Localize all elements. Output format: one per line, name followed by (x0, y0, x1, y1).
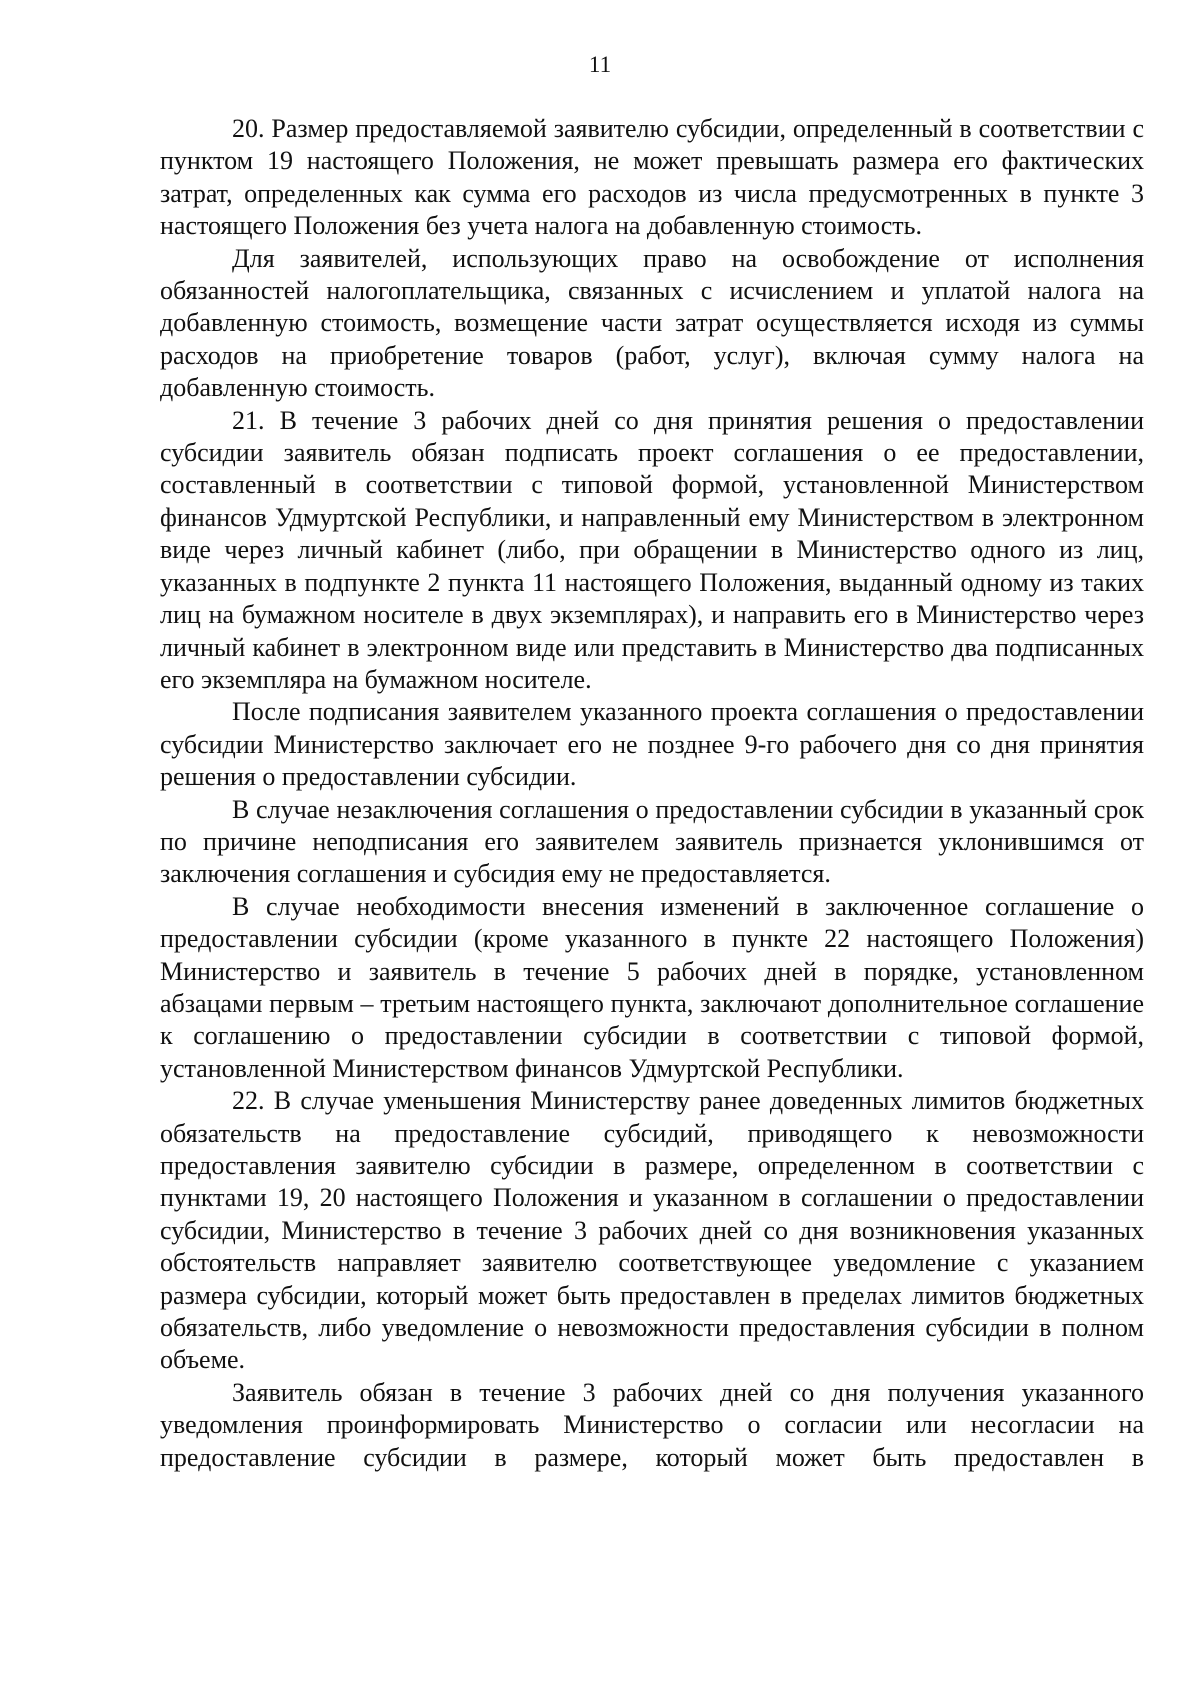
paragraph-vat-exemption: Для заявителей, использующих право на освобождение от исполнения обязанностей налогоплательщика, связанных с исчислением и уплатой налога на добавленную стоимость, возмещение части затрат осуществляется исходя из суммы расходов на приобретение товаров (работ, услуг), включая сумму налога на добавленную стоимость. (160, 243, 1144, 403)
paragraph-20: 20. Размер предоставляемой заявителю субсидии, определенный в соответствии с пунктом 19 настоящего Положения, не может превышать размера его фактических затрат, определенных как сумма его расходов из числа предусмотренных в пункте 3 настоящего Положения без учета налога на добавленную стоимость. (160, 114, 1144, 241)
paragraph-22: 22. В случае уменьшения Министерству ранее доведенных лимитов бюджетных обязательств на предоставление субсидий, приводящего к невозможности предоставления заявителю субсидии в размере, определенном в соответствии с пунктами 19, 20 настоящего Положения и указанном в соглашении о предоставлении субсидии, Министерство в течение 3 рабочих дней со дня возникновения указанных обстоятельств направляет заявителю соответствующее уведомление с указанием размера субсидии, который может быть предоставлен в пределах лимитов бюджетных обязательств, либо уведомление о невозможности предоставления субсидии в полном объеме. (160, 1086, 1144, 1375)
paragraph-amendments: В случае необходимости внесения изменений в заключенное соглашение о предоставлении субсидии (кроме указанного в пункте 22 настоящего Положения) Министерство и заявитель в течение 5 рабочих дней в порядке, установленном абзацами первым – третьим настоящего пункта, заключают дополнительное соглашение к соглашению о предоставлении субсидии в соответствии с типовой формой, установленной Министерством финансов Удмуртской Республики. (160, 891, 1144, 1083)
paragraph-applicant-obligation: Заявитель обязан в течение 3 рабочих дней со дня получения указанного уведомления проинформировать Министерство о согласии или несогласии на предоставление субсидии в размере, который может быть предоставлен в (160, 1377, 1144, 1472)
page-number: 11 (588, 52, 612, 77)
paragraph-21: 21. В течение 3 рабочих дней со дня принятия решения о предоставлении субсидии заявитель обязан подписать проект соглашения о ее предоставлении, составленный в соответствии с типовой формой, установленной Министерством финансов Удмуртской Республики, и направленный ему Министерством в электронном виде через личный кабинет (либо, при обращении в Министерство одного из лиц, указанных в подпункте 2 пункта 11 настоящего Положения, выданный одному из таких лиц на бумажном носителе в двух экземплярах), и направить его в Министерство через личный кабинет в электронном виде или представить в Министерство два подписанных его экземпляра на бумажном носителе. (160, 405, 1144, 694)
document-body (160, 113, 1144, 1474)
paragraph-non-conclusion: В случае незаключения соглашения о предоставлении субсидии в указанный срок по причине неподписания его заявителем заявитель признается уклонившимся от заключения соглашения и субсидия ему не предоставляется. (160, 794, 1144, 889)
paragraph-agreement-signing: После подписания заявителем указанного проекта соглашения о предоставлении субсидии Министерство заключает его не позднее 9-го рабочего дня со дня принятия решения о предоставлении субсидии. (160, 697, 1144, 792)
